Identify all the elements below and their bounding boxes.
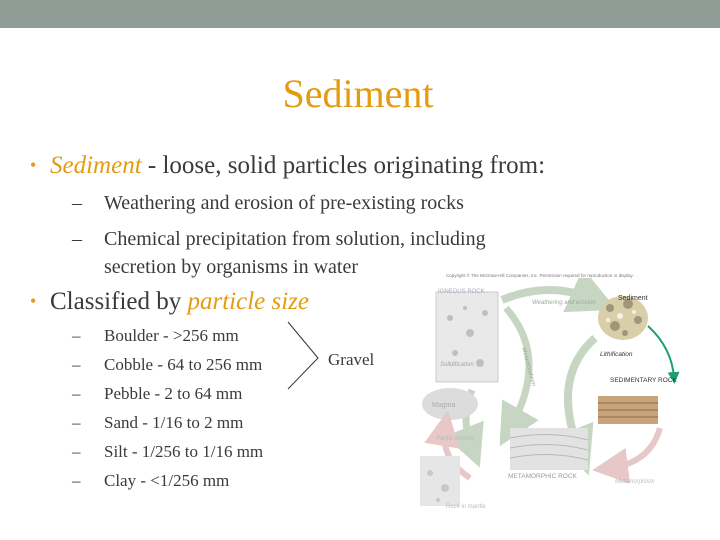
bullet-marker: • (30, 290, 37, 311)
rock-in-mantle-image (420, 456, 460, 506)
sub-bullet-text: Weathering and erosion of pre-existing rocks (104, 192, 464, 214)
dash-marker: – (72, 326, 81, 345)
size-text: Clay - <1/256 mm (104, 471, 230, 490)
size-text: Boulder - >256 mm (104, 326, 239, 345)
bullet-marker: • (30, 154, 37, 175)
sediment-term: Sediment (50, 152, 142, 179)
size-text: Silt - 1/256 to 1/16 mm (104, 442, 264, 461)
slide-title: Sediment (282, 71, 434, 116)
dash-marker: – (72, 355, 81, 374)
solidification-label: Solidification (440, 362, 474, 368)
size-text: Sand - 1/16 to 2 mm (104, 413, 244, 432)
metamorphism-label: Metamorphism (520, 346, 537, 387)
sediment-label: Sediment (618, 295, 648, 302)
diagram-copyright: Copyright © The McGraw-Hill Companies, Inc. Permission required for reproduction or display. (446, 273, 634, 278)
sub-bullet-text: Chemical precipitation from solution, including (104, 228, 486, 250)
dash-marker: – (72, 192, 82, 214)
magma-label: Magma (432, 402, 456, 409)
gravel-label: Gravel (328, 350, 375, 369)
dash-marker: – (72, 228, 82, 250)
igneous-label: IGNEOUS ROCK (438, 289, 485, 295)
classified-text: Classified by (50, 288, 188, 315)
lithification-label: Lithification (600, 351, 633, 358)
size-text: Cobble - 64 to 256 mm (104, 355, 263, 374)
size-text: Pebble - 2 to 64 mm (104, 384, 243, 403)
partial-melting-label: Partial melting (436, 436, 475, 442)
sub-bullet-continuation: secretion by organisms in water (104, 256, 359, 278)
dash-marker: – (72, 471, 81, 490)
dash-marker: – (72, 413, 81, 432)
rock-in-mantle-label: Rock in mantle (446, 504, 486, 510)
particle-size-term: particle size (187, 288, 310, 315)
sedimentary-label: SEDIMENTARY ROCK (610, 377, 677, 384)
dash-marker: – (72, 442, 81, 461)
rock-cycle-diagram (410, 278, 690, 518)
metamorphism-bottom-label: Metamorphism (615, 479, 655, 485)
dash-marker: – (72, 384, 81, 403)
metamorphic-label: METAMORPHIC ROCK (508, 473, 577, 480)
weathering-label: Weathering and erosion (532, 300, 596, 306)
igneous-rock-image (436, 292, 498, 382)
definition-text: - loose, solid particles originating from: (141, 152, 546, 179)
